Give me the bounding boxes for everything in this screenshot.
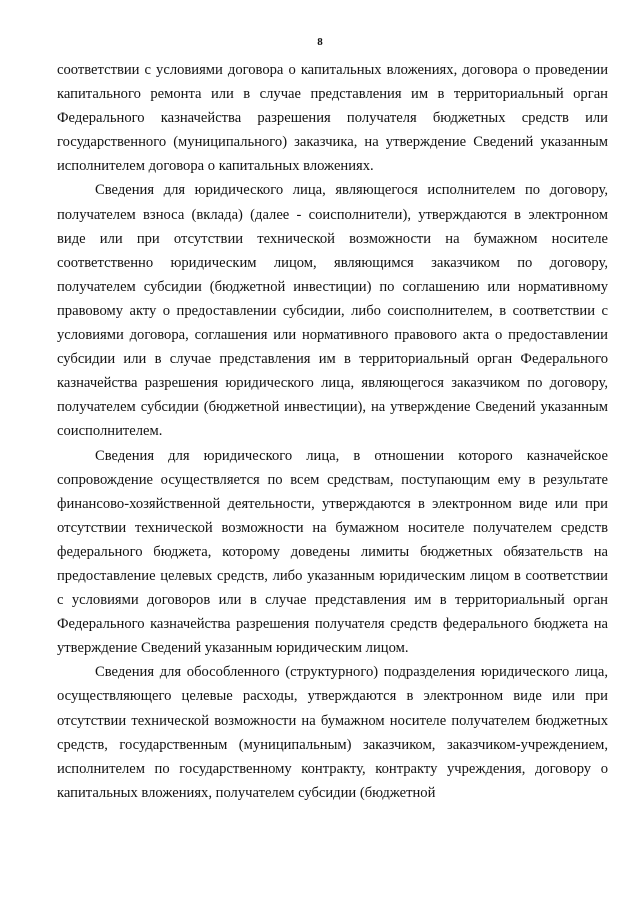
body-text — [57, 58, 608, 805]
paragraph-legal-entity-all-funds: Сведения для юридического лица, в отношении которого казначейское сопровождение осуществляется по всем средствам, поступающим ему в результате финансово-хозяйственной деятельности, утверждаются в электронном виде или при отсутствии технической возможности на бумажном носителе получателем средств федерального бюджета, которому доведены лимиты бюджетных обязательств на предоставление целевых средств, либо указанным юридическим лицом в соответствии с условиями договоров или в случае представления им в территориальный орган Федерального казначейства разрешения получателя средств федерального бюджета на утверждение Сведений указанным юридическим лицом. — [57, 447, 608, 657]
paragraph-continuation: соответствии с условиями договора о капитальных вложениях, договора о проведении капитального ремонта или в случае представления им в территориальный орган Федерального казначейства разрешения получателя бюджетных средств или государственного (муниципального) заказчика, на утверждение Сведений указанным исполнителем договора о капитальных вложениях. — [57, 62, 608, 175]
paragraph-co-executors: Сведения для юридического лица, являющегося исполнителем по договору, получателем взноса (вклада) (далее - соисполнители), утверждаются в электронном виде или при отсутствии технической возможности на бумажном носителе соответственно юридическим лицом, являющимся заказчиком по договору, получателем субсидии (бюджетной инвестиции) по соглашению или нормативному правовому акту о предоставлении субсидии, либо соисполнителем, в соответствии с условиями договора, соглашения или нормативного правового акта о предоставлении субсидии или в случае представления им в территориальный орган Федерального казначейства разрешения юридического лица, являющегося заказчиком по договору, получателем субсидии (бюджетной инвестиции), на утверждение Сведений указанным соисполнителем. — [57, 182, 608, 440]
paragraph-separate-subdivision: Сведения для обособленного (структурного) подразделения юридического лица, осуществляющего целевые расходы, утверждаются в электронном виде или при отсутствии технической возможности на бумажном носителе получателем бюджетных средств, государственным (муниципальным) заказчиком, заказчиком-учреждением, исполнителем по государственному контракту, контракту учреждения, договору о капитальных вложениях, получателем субсидии (бюджетной — [57, 664, 608, 801]
page-number: 8 — [317, 36, 323, 48]
